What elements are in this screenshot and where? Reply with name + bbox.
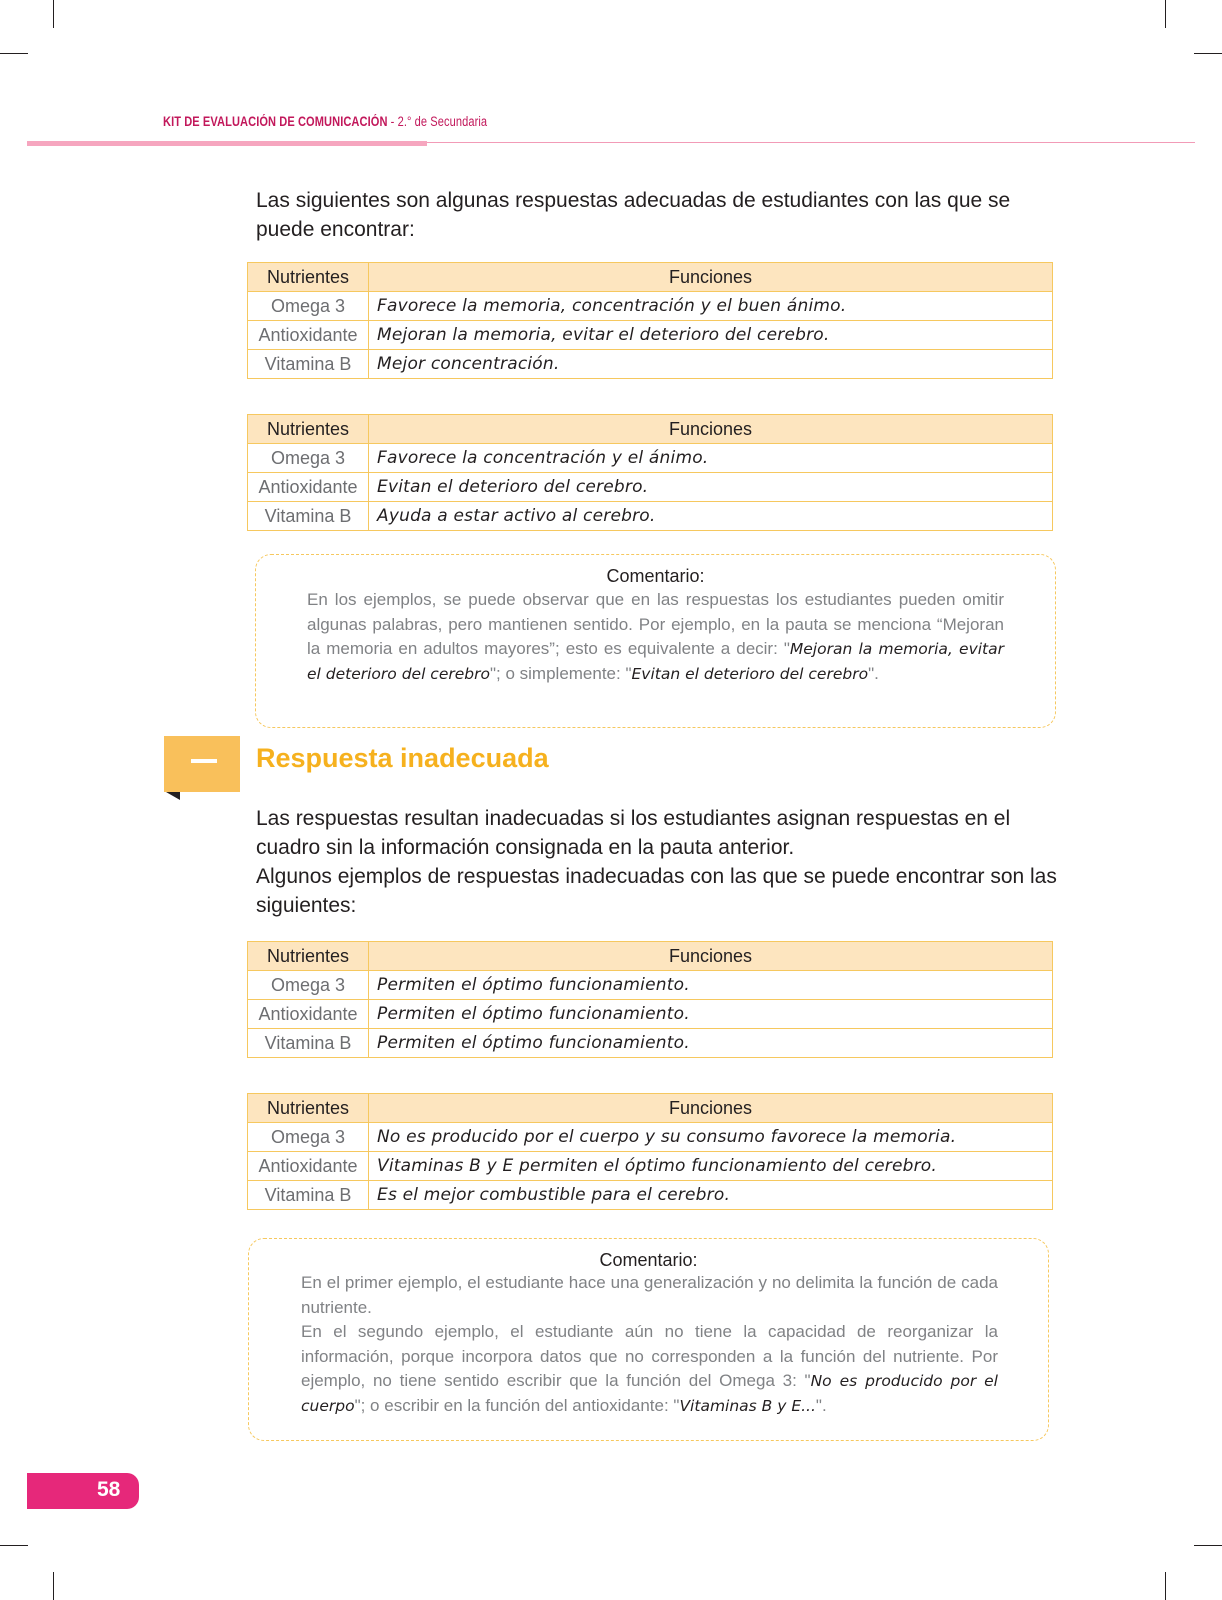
nutrient-name: Vitamina B [248, 1181, 369, 1210]
comment-paragraph-2 [301, 1320, 998, 1419]
student-quote: Mejoran la memoria, evitar el deterioro del cerebro [307, 640, 1005, 684]
section-marker [164, 736, 240, 792]
running-header [163, 114, 487, 129]
nutrient-name: Omega 3 [248, 292, 369, 321]
nutrient-table-2 [247, 414, 1053, 531]
header-nutrientes: Nutrientes [248, 415, 369, 444]
table-row [248, 1123, 1053, 1152]
crop-mark [53, 1572, 54, 1600]
comment-paragraph-1: En el primer ejemplo, el estudiante hace una generalización y no delimita la función de cada nutriente. [301, 1273, 998, 1317]
comment-text-part: "; o simplemente: " [489, 664, 632, 684]
kit-title: KIT DE EVALUACIÓN DE COMUNICACIÓN [163, 114, 388, 129]
section-marker-fold [166, 792, 180, 800]
minus-icon [191, 759, 217, 763]
page-number: 58 [97, 1478, 121, 1501]
nutrient-name: Omega 3 [248, 971, 369, 1000]
nutrient-function: Favorece la concentración y el ánimo. [369, 444, 1053, 473]
crop-mark [0, 53, 28, 54]
header-rule-accent [27, 141, 427, 146]
nutrient-function: Es el mejor combustible para el cerebro. [369, 1181, 1053, 1210]
nutrient-function: Permiten el óptimo funcionamiento. [369, 1000, 1053, 1029]
table-row [248, 971, 1053, 1000]
nutrient-function: Permiten el óptimo funcionamiento. [369, 971, 1053, 1000]
table-row [248, 1029, 1053, 1058]
nutrient-name: Vitamina B [248, 1029, 369, 1058]
table-row [248, 473, 1053, 502]
crop-mark [1194, 1545, 1222, 1546]
intro-paragraph: Las siguientes son algunas respuestas adecuadas de estudiantes con las que se puede encontrar: [256, 189, 1011, 241]
student-quote: No es producido por el cuerpo [301, 1372, 998, 1416]
nutrient-name: Omega 3 [248, 444, 369, 473]
crop-mark [0, 1545, 28, 1546]
crop-mark [1165, 1572, 1166, 1600]
table-row [248, 1152, 1053, 1181]
table-header-row [248, 263, 1053, 292]
comment-title: Comentario: [599, 1250, 698, 1270]
section-title: Respuesta inadecuada [256, 743, 549, 773]
nutrient-table-4 [247, 1093, 1053, 1210]
grade-label: - 2.° de Secundaria [387, 114, 488, 129]
nutrient-name: Omega 3 [248, 1123, 369, 1152]
header-funciones: Funciones [369, 942, 1053, 971]
table-row [248, 1181, 1053, 1210]
table-header-row [248, 1094, 1053, 1123]
nutrient-function: Mejoran la memoria, evitar el deterioro del cerebro. [369, 321, 1053, 350]
comment-text [307, 588, 1004, 687]
header-nutrientes: Nutrientes [248, 263, 369, 292]
header-nutrientes: Nutrientes [248, 942, 369, 971]
table-row [248, 350, 1053, 379]
comment-text-part: En los ejemplos, se puede observar que en las respuestas los estudiantes pueden omitir algunas palabras, pero mantienen sentido. Por ejemplo, en la pauta se menciona “Mejoran la memoria en adultos mayores”; esto es equivalente a decir: " [307, 590, 1004, 659]
nutrient-name: Vitamina B [248, 350, 369, 379]
nutrient-function: Favorece la memoria, concentración y el buen ánimo. [369, 292, 1053, 321]
student-quote: Vitaminas B y E... [679, 1397, 816, 1416]
inadequate-paragraph-2: Algunos ejemplos de respuestas inadecuadas con las que se puede encontrar son las siguientes: [256, 865, 1057, 917]
header-funciones: Funciones [369, 1094, 1053, 1123]
nutrient-function: Vitaminas B y E permiten el óptimo funcionamiento del cerebro. [369, 1152, 1053, 1181]
inadequate-paragraph: Las respuestas resultan inadecuadas si los estudiantes asignan respuestas en el cuadro sin la información consignada en la pauta anterior. [256, 807, 1011, 859]
crop-mark [1194, 53, 1222, 54]
table-row [248, 292, 1053, 321]
comment-title: Comentario: [606, 566, 705, 586]
nutrient-function: Mejor concentración. [369, 350, 1053, 379]
nutrient-function: Ayuda a estar activo al cerebro. [369, 502, 1053, 531]
nutrient-name: Vitamina B [248, 502, 369, 531]
table-row [248, 1000, 1053, 1029]
nutrient-function: Evitan el deterioro del cerebro. [369, 473, 1053, 502]
table-row [248, 444, 1053, 473]
nutrient-function: No es producido por el cuerpo y su consumo favorece la memoria. [369, 1123, 1053, 1152]
comment-text-part: "; o escribir en la función del antioxidante: " [354, 1396, 680, 1416]
comment-text-part: En el segundo ejemplo, el estudiante aún no tiene la capacidad de reorganizar la información, porque incorpora datos que no corresponden a la función del nutriente. Por ejemplo, no tiene sentido escribir que la función del Omega 3: " [301, 1322, 998, 1391]
comment-text-part: ". [868, 664, 879, 684]
table-header-row [248, 415, 1053, 444]
nutrient-table-3 [247, 941, 1053, 1058]
table-row [248, 502, 1053, 531]
nutrient-name: Antioxidante [248, 1000, 369, 1029]
nutrient-table-1 [247, 262, 1053, 379]
page-number-badge [27, 1473, 139, 1509]
nutrient-name: Antioxidante [248, 1152, 369, 1181]
header-funciones: Funciones [369, 263, 1053, 292]
nutrient-function: Permiten el óptimo funcionamiento. [369, 1029, 1053, 1058]
comment-text-part: ". [815, 1396, 827, 1416]
student-quote: Evitan el deterioro del cerebro [631, 665, 869, 684]
table-header-row [248, 942, 1053, 971]
crop-mark [1165, 0, 1166, 28]
crop-mark [53, 0, 54, 28]
nutrient-name: Antioxidante [248, 473, 369, 502]
header-funciones: Funciones [369, 415, 1053, 444]
nutrient-name: Antioxidante [248, 321, 369, 350]
header-nutrientes: Nutrientes [248, 1094, 369, 1123]
table-row [248, 321, 1053, 350]
